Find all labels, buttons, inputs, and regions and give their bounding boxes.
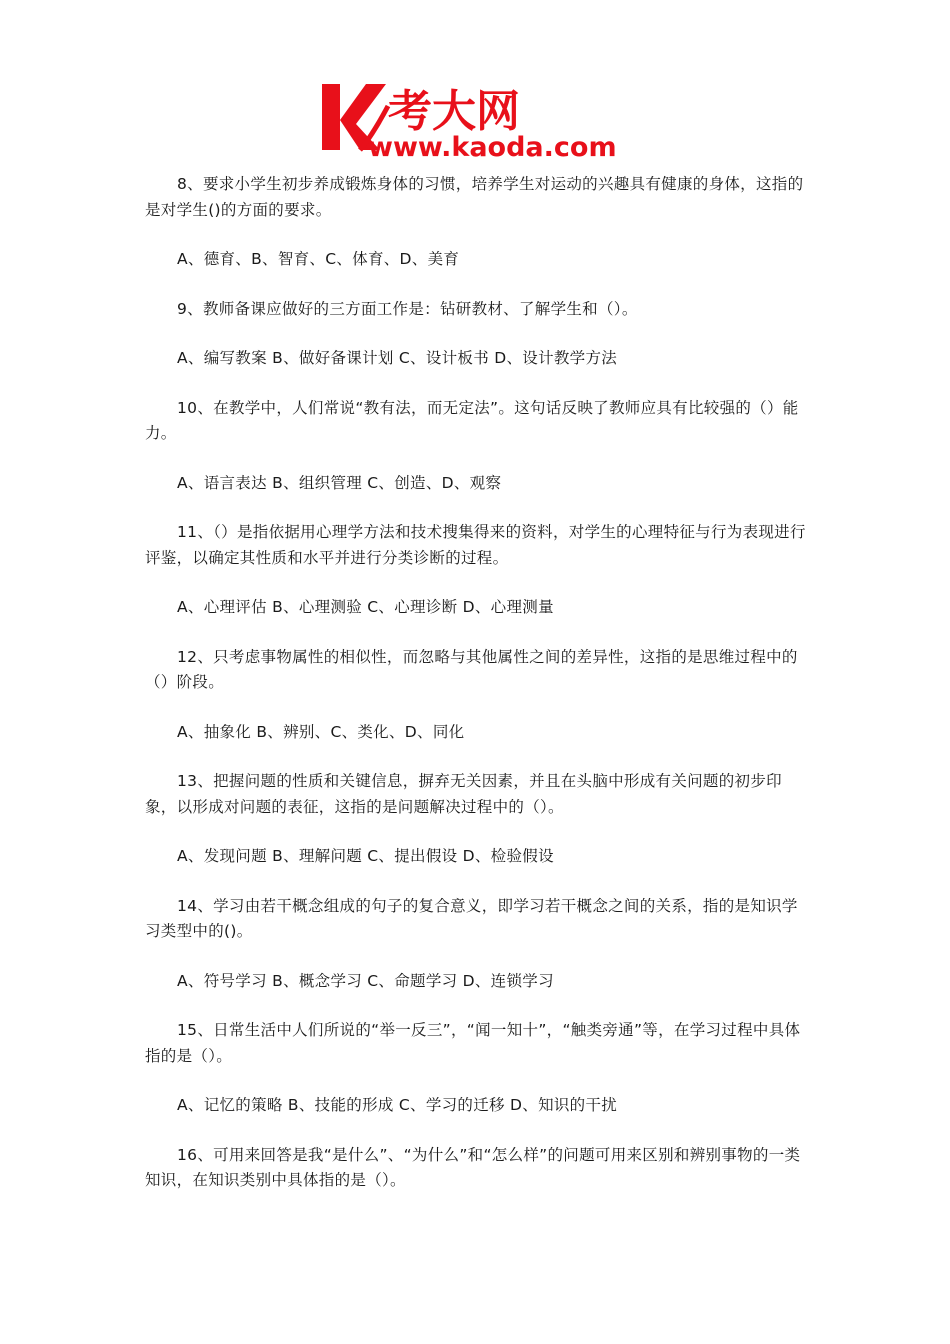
question-text: 8、要求小学生初步养成锻炼身体的习惯，培养学生对运动的兴趣具有健康的身体，这指的是对学生()的方面的要求。 xyxy=(145,175,804,219)
question-text: 15、日常生活中人们所说的“举一反三”，“闻一知十”，“触类旁通”等，在学习过程中具体指的是（）。 xyxy=(145,1021,801,1065)
question-text: 16、可用来回答是我“是什么”、“为什么”和“怎么样”的问题可用来区别和辨别事物的一类知识，在知识类别中具体指的是（）。 xyxy=(145,1145,801,1189)
question-text: 14、学习由若干概念组成的句子的复合意义，即学习若干概念之间的关系，指的是知识学习类型中的()。 xyxy=(145,896,798,940)
answer-options: A、德育、B、智育、C、体育、D、美育 xyxy=(177,250,460,268)
answer-options: A、心理评估 B、心理测验 C、心理诊断 D、心理测量 xyxy=(177,598,554,616)
answer-options: A、符号学习 B、概念学习 C、命题学习 D、连锁学习 xyxy=(177,971,554,990)
question-list xyxy=(145,172,810,1218)
logo-brand-text: 考大网 xyxy=(388,86,520,137)
logo-url-text: www.kaoda.com xyxy=(368,132,617,162)
answer-options: A、编写教案 B、做好备课计划 C、设计板书 D、设计教学方法 xyxy=(177,349,618,367)
question-text: 12、只考虑事物属性的相似性，而忽略与其他属性之间的差异性，这指的是思维过程中的（）阶段。 xyxy=(145,647,798,691)
question-text: 13、把握问题的性质和关键信息，摒弃无关因素，并且在头脑中形成有关问题的初步印象，以形成对问题的表征，这指的是问题解决过程中的（）。 xyxy=(145,772,782,816)
kaoda-logo xyxy=(316,76,646,162)
question-text: 10、在教学中，人们常说“教有法，而无定法”。这句话反映了教师应具有比较强的（）能力。 xyxy=(145,398,799,442)
answer-options: A、发现问题 B、理解问题 C、提出假设 D、检验假设 xyxy=(177,847,554,865)
answer-options: A、记忆的策略 B、技能的形成 C、学习的迁移 D、知识的干扰 xyxy=(177,1096,618,1114)
answer-options: A、抽象化 B、辨别、C、类化、D、同化 xyxy=(177,722,465,741)
kaoda-logo-graphic xyxy=(316,76,646,162)
question-text: 9、教师备课应做好的三方面工作是：钻研教材、了解学生和（）。 xyxy=(177,299,638,318)
question-text: 11、（）是指依据用心理学方法和技术搜集得来的资料，对学生的心理特征与行为表现进行评鉴，以确定其性质和水平并进行分类诊断的过程。 xyxy=(145,523,806,567)
answer-options: A、语言表达 B、组织管理 C、创造、D、观察 xyxy=(177,473,502,492)
